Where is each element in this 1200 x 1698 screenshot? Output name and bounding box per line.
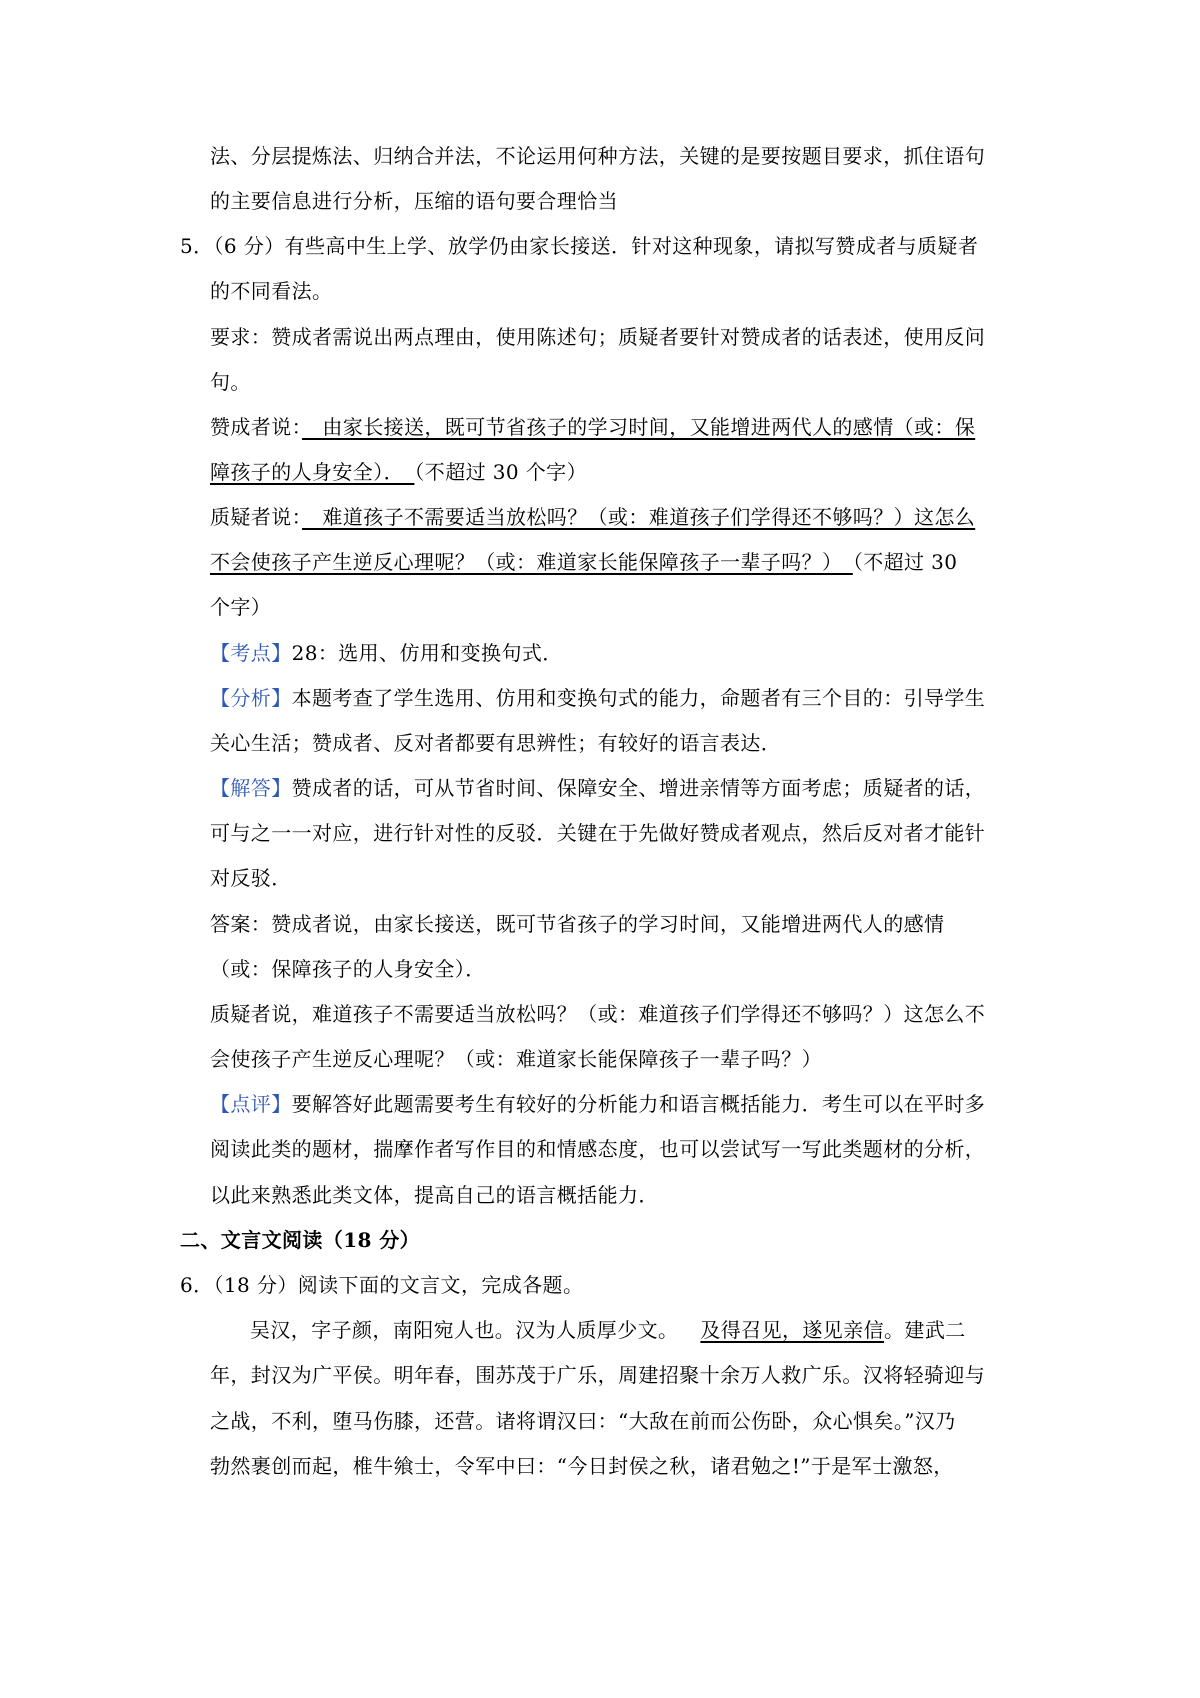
con-limit: （不超过 30 bbox=[852, 550, 958, 574]
kaodian-tag: 【考点】 bbox=[210, 641, 292, 665]
question-number: 5． bbox=[180, 234, 214, 258]
con-answer-underlined: 不会使孩子产生逆反心理呢？（或：难道家长能保障孩子一辈子吗？） bbox=[210, 550, 853, 574]
question-number: 6． bbox=[180, 1273, 214, 1297]
answer-line-1: 答案：赞成者说，由家长接送，既可节省孩子的学习时间，又能增进两代人的感情 bbox=[210, 912, 945, 936]
pro-answer-line-2 bbox=[210, 459, 587, 485]
answer-line-2: （或：保障孩子的人身安全）． bbox=[210, 957, 486, 981]
fenxi-tag: 【分析】 bbox=[210, 686, 292, 710]
dianping-tag: 【点评】 bbox=[210, 1092, 292, 1116]
passage-line-1 bbox=[250, 1317, 966, 1343]
jieda-text: 赞成者的话，可从节省时间、保障安全、增进亲情等方面考虑；质疑者的话， bbox=[291, 776, 986, 800]
passage-underlined-sentence: 及得召见，遂见亲信 bbox=[700, 1318, 885, 1342]
kaodian-line bbox=[210, 640, 563, 666]
fenxi-line-2: 关心生活；赞成者、反对者都要有思辨性；有较好的语言表达． bbox=[210, 731, 782, 755]
passage-line-3: 之战，不利，堕马伤膝，还营。诸将谓汉曰：“大敌在前而公伤卧，众心惧矣。”汉乃 bbox=[210, 1409, 956, 1433]
requirement-line-2: 句。 bbox=[210, 370, 251, 394]
requirement-line-1: 要求：赞成者需说出两点理由，使用陈述句；质疑者要针对赞成者的话表述，使用反问 bbox=[210, 325, 986, 349]
pro-answer-underlined: 障孩子的人身安全）． bbox=[210, 460, 415, 484]
jieda-line-2: 可与之一一对应，进行针对性的反驳．关键在于先做好赞成者观点，然后反对者才能针 bbox=[210, 821, 986, 845]
dianping-line-1 bbox=[210, 1091, 985, 1117]
question-stem-text: （6 分）有些高中生上学、放学仍由家长接送．针对这种现象，请拟写赞成者与质疑者 bbox=[213, 234, 979, 258]
intro-line-1: 法、分层提炼法、归纳合并法，不论运用何种方法，关键的是要按题目要求，抓住语句 bbox=[210, 144, 986, 168]
question-stem-text: （18 分）阅读下面的文言文，完成各题。 bbox=[213, 1273, 584, 1297]
jieda-line-3: 对反驳． bbox=[210, 866, 292, 890]
intro-line-2: 的主要信息进行分析，压缩的语句要合理恰当 bbox=[210, 189, 618, 213]
con-limit-line-2: 个字） bbox=[210, 595, 272, 619]
fenxi-text: 本题考查了学生选用、仿用和变换句式的能力，命题者有三个目的：引导学生 bbox=[291, 686, 986, 710]
section-2-heading: 二、文言文阅读（18 分） bbox=[180, 1228, 420, 1252]
con-label: 质疑者说： bbox=[210, 505, 302, 529]
con-answer-line-2 bbox=[210, 549, 957, 575]
con-answer-underlined: 难道孩子不需要适当放松吗？（或：难道孩子们学得还不够吗？）这怎么 bbox=[302, 505, 976, 529]
answer-line-4: 会使孩子产生逆反心理呢？（或：难道家长能保障孩子一辈子吗？） bbox=[210, 1047, 822, 1071]
kaodian-text: 28：选用、仿用和变换句式． bbox=[291, 641, 563, 665]
passage-text: 吴汉，字子颜，南阳宛人也。汉为人质厚少文。 bbox=[250, 1318, 679, 1342]
question-6-stem bbox=[180, 1272, 583, 1298]
pro-limit: （不超过 30 个字） bbox=[414, 460, 587, 484]
fenxi-line-1 bbox=[210, 685, 985, 711]
jieda-tag: 【解答】 bbox=[210, 776, 292, 800]
pro-label: 赞成者说： bbox=[210, 415, 302, 439]
dianping-line-3: 以此来熟悉此类文体，提高自己的语言概括能力． bbox=[210, 1183, 659, 1207]
passage-line-2: 年，封汉为广平侯。明年春，围苏茂于广乐，周建招聚十余万人救广乐。汉将轻骑迎与 bbox=[210, 1363, 986, 1387]
dianping-text: 要解答好此题需要考生有较好的分析能力和语言概括能力．考生可以在平时多 bbox=[291, 1092, 986, 1116]
question-5-stem-line-2: 的不同看法。 bbox=[210, 279, 333, 303]
con-answer-line-1 bbox=[210, 504, 975, 530]
question-5-stem-line-1 bbox=[180, 233, 978, 259]
jieda-line-1 bbox=[210, 775, 985, 801]
pro-answer-underlined: 由家长接送，既可节省孩子的学习时间，又能增进两代人的感情（或：保 bbox=[302, 415, 976, 439]
pro-answer-line-1 bbox=[210, 414, 975, 440]
answer-line-3: 质疑者说，难道孩子不需要适当放松吗？（或：难道孩子们学得还不够吗？）这怎么不 bbox=[210, 1002, 986, 1026]
passage-line-4: 勃然裹创而起，椎牛飨士，令军中曰：“今日封侯之秋，诸君勉之!”于是军士激怒， bbox=[210, 1454, 954, 1478]
dianping-line-2: 阅读此类的题材，揣摩作者写作目的和情感态度，也可以尝试写一写此类题材的分析， bbox=[210, 1137, 986, 1161]
passage-text: 。建武二 bbox=[884, 1318, 966, 1342]
